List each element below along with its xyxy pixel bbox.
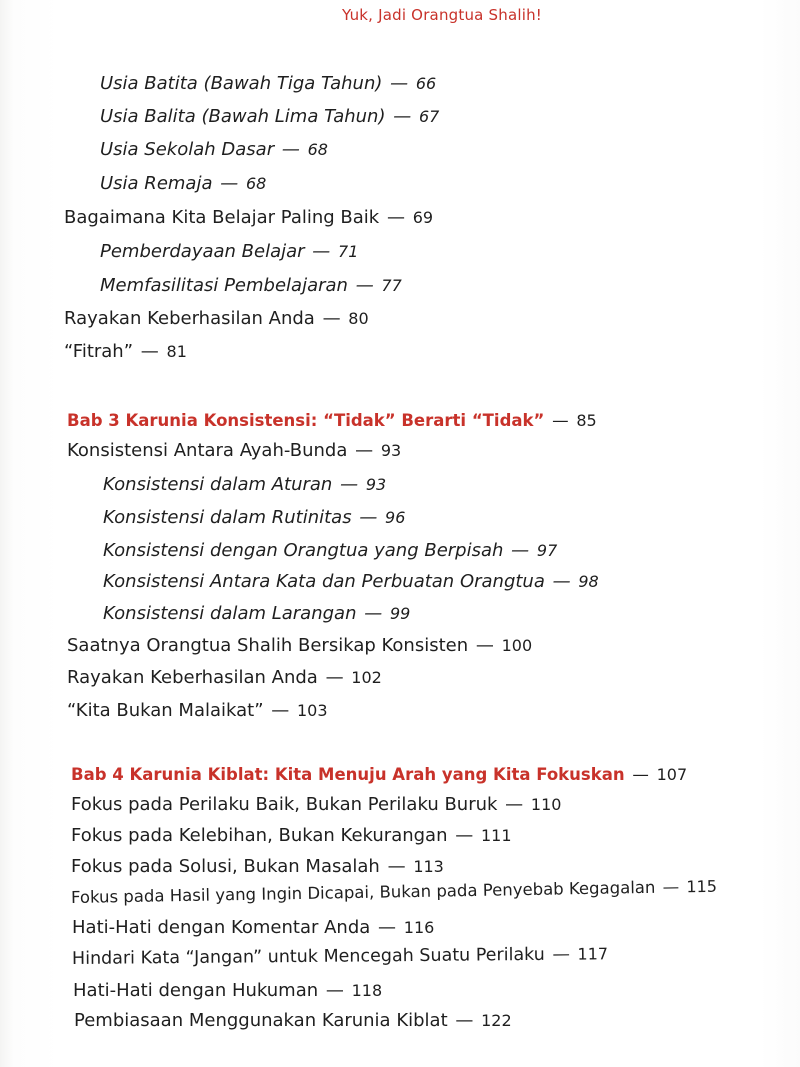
toc-entry-title: Bagaimana Kita Belajar Paling Baik bbox=[64, 207, 380, 228]
toc-entry bbox=[67, 440, 401, 462]
toc-entry-title: Konsistensi dalam Larangan bbox=[103, 603, 357, 624]
toc-entry bbox=[100, 275, 402, 297]
toc-entry bbox=[100, 241, 358, 263]
toc-entry-title: Fokus pada Perilaku Baik, Bukan Perilaku Buruk bbox=[71, 794, 498, 815]
running-header: Yuk, Jadi Orangtua Shalih! bbox=[341, 6, 542, 24]
toc-entry bbox=[103, 571, 599, 593]
chapter-title: Bab 3 Karunia Konsistensi: “Tidak” Berarti “Tidak” bbox=[67, 411, 545, 430]
toc-dash: — bbox=[140, 341, 159, 362]
toc-entry-title: Konsistensi dalam Aturan bbox=[103, 474, 333, 495]
toc-entry-title: Konsistensi dengan Orangtua yang Berpisah bbox=[103, 540, 504, 561]
toc-entry bbox=[74, 1010, 512, 1032]
toc-entry-title: Pemberdayaan Belajar bbox=[100, 241, 305, 262]
toc-page-number: 102 bbox=[351, 668, 382, 687]
toc-page-number: 100 bbox=[501, 636, 533, 655]
toc-dash: — bbox=[325, 980, 344, 1001]
toc-dash: — bbox=[552, 944, 570, 965]
toc-page-number: 77 bbox=[381, 276, 402, 295]
toc-entry bbox=[103, 507, 405, 529]
toc-dash: — bbox=[390, 73, 409, 94]
toc-dash: — bbox=[220, 173, 239, 194]
toc-entry bbox=[72, 943, 608, 970]
toc-page-number: 115 bbox=[686, 876, 718, 897]
toc-entry bbox=[67, 635, 532, 657]
toc-dash: — bbox=[281, 139, 300, 160]
toc-entry bbox=[100, 173, 266, 195]
toc-entry-title: Saatnya Orangtua Shalih Bersikap Konsisten bbox=[67, 635, 469, 656]
toc-entry-title: Konsistensi dalam Rutinitas bbox=[103, 507, 352, 528]
toc-dash: — bbox=[387, 856, 406, 877]
toc-dash: — bbox=[455, 825, 474, 846]
toc-dash: — bbox=[475, 635, 494, 656]
toc-page-number: 69 bbox=[412, 208, 434, 227]
toc-entry bbox=[73, 980, 382, 1002]
toc-page-number: 67 bbox=[418, 107, 440, 126]
toc-page-number: 85 bbox=[576, 411, 597, 430]
chapter-heading bbox=[67, 410, 597, 432]
toc-dash: — bbox=[632, 765, 649, 784]
toc-dash: — bbox=[386, 207, 405, 228]
toc-entry bbox=[100, 139, 328, 161]
toc-entry bbox=[100, 106, 439, 128]
toc-entry bbox=[67, 667, 382, 689]
toc-dash: — bbox=[271, 700, 290, 721]
toc-page-number: 117 bbox=[577, 944, 609, 964]
chapter-heading bbox=[71, 764, 687, 786]
toc-dash: — bbox=[355, 440, 374, 461]
toc-entry-title: Hati-Hati dengan Komentar Anda bbox=[72, 917, 371, 938]
toc-entry-title: “Fitrah” bbox=[64, 341, 134, 362]
toc-entry-title: Rayakan Keberhasilan Anda bbox=[67, 667, 318, 688]
toc-entry-title: “Kita Bukan Malaikat” bbox=[67, 700, 264, 721]
toc-page-number: 80 bbox=[348, 309, 369, 328]
toc-dash: — bbox=[359, 507, 378, 528]
toc-dash: — bbox=[322, 308, 341, 329]
toc-page-number: 118 bbox=[351, 981, 383, 1000]
toc-page-number: 71 bbox=[338, 242, 359, 261]
toc-entry-title: Rayakan Keberhasilan Anda bbox=[64, 308, 315, 329]
toc-page-number: 98 bbox=[578, 572, 599, 591]
toc-entry bbox=[72, 917, 434, 939]
toc-dash: — bbox=[393, 106, 412, 127]
toc-page-number: 99 bbox=[389, 604, 411, 623]
toc-entry bbox=[64, 341, 187, 363]
toc-entry-title: Fokus pada Kelebihan, Bukan Kekurangan bbox=[71, 825, 448, 846]
toc-dash: — bbox=[364, 603, 383, 624]
toc-page-number: 96 bbox=[385, 508, 406, 527]
toc-entry-title: Usia Remaja bbox=[100, 173, 213, 194]
toc-dash: — bbox=[511, 540, 530, 561]
toc-dash: — bbox=[552, 411, 569, 430]
toc-entry bbox=[103, 474, 386, 496]
toc-dash: — bbox=[312, 241, 331, 262]
toc-entry-title: Hati-Hati dengan Hukuman bbox=[73, 980, 319, 1001]
toc-dash: — bbox=[378, 917, 397, 938]
toc-entry-title: Fokus pada Hasil yang Ingin Dicapai, Bukan pada Penyebab Kegagalan bbox=[70, 877, 656, 907]
toc-entry-title: Konsistensi Antara Kata dan Perbuatan Orangtua bbox=[103, 571, 545, 592]
toc-entry-title: Usia Balita (Bawah Lima Tahun) bbox=[100, 106, 386, 127]
toc-entry bbox=[71, 825, 512, 847]
toc-page-number: 93 bbox=[380, 441, 402, 460]
toc-entry bbox=[71, 794, 561, 816]
toc-entry-title: Usia Batita (Bawah Tiga Tahun) bbox=[100, 73, 383, 94]
toc-entry bbox=[67, 700, 328, 722]
toc-entry-title: Usia Sekolah Dasar bbox=[100, 139, 275, 160]
toc-page-number: 116 bbox=[403, 918, 435, 937]
toc-page-number: 81 bbox=[166, 342, 187, 361]
chapter-title: Bab 4 Karunia Kiblat: Kita Menuju Arah yang Kita Fokuskan bbox=[71, 765, 625, 784]
toc-entry-title: Hindari Kata “Jangan” untuk Mencegah Suatu Perilaku bbox=[71, 944, 545, 969]
toc-page-number: 97 bbox=[536, 541, 558, 560]
toc-entry bbox=[103, 540, 557, 562]
toc-entry bbox=[100, 73, 436, 95]
toc-dash: — bbox=[662, 877, 680, 897]
toc-entry-title: Pembiasaan Menggunakan Karunia Kiblat bbox=[74, 1010, 448, 1031]
toc-page-number: 68 bbox=[245, 174, 267, 193]
toc-entry-title: Konsistensi Antara Ayah-Bunda bbox=[67, 440, 348, 461]
toc-page-number: 111 bbox=[480, 826, 512, 845]
toc-entry-title: Memfasilitasi Pembelajaran bbox=[100, 275, 348, 296]
toc-page-number: 103 bbox=[297, 701, 328, 720]
toc-page-number: 68 bbox=[307, 140, 328, 159]
toc-entry bbox=[71, 876, 717, 909]
toc-dash: — bbox=[325, 667, 344, 688]
toc-dash: — bbox=[340, 474, 359, 495]
toc-page-number: 122 bbox=[481, 1011, 512, 1030]
toc-dash: — bbox=[552, 571, 571, 592]
toc-page-number: 113 bbox=[413, 857, 444, 876]
toc-dash: — bbox=[505, 794, 524, 815]
toc-dash: — bbox=[355, 275, 374, 296]
toc-entry-title: Fokus pada Solusi, Bukan Masalah bbox=[71, 856, 380, 877]
toc-entry bbox=[64, 207, 433, 229]
toc-page-number: 93 bbox=[365, 475, 387, 494]
toc-page-number: 66 bbox=[415, 74, 437, 93]
toc-dash: — bbox=[455, 1010, 474, 1031]
toc-page-number: 107 bbox=[656, 765, 688, 784]
toc-entry bbox=[103, 603, 410, 625]
toc-page-number: 110 bbox=[530, 795, 562, 814]
toc-entry bbox=[64, 308, 369, 330]
toc-entry bbox=[71, 856, 444, 878]
